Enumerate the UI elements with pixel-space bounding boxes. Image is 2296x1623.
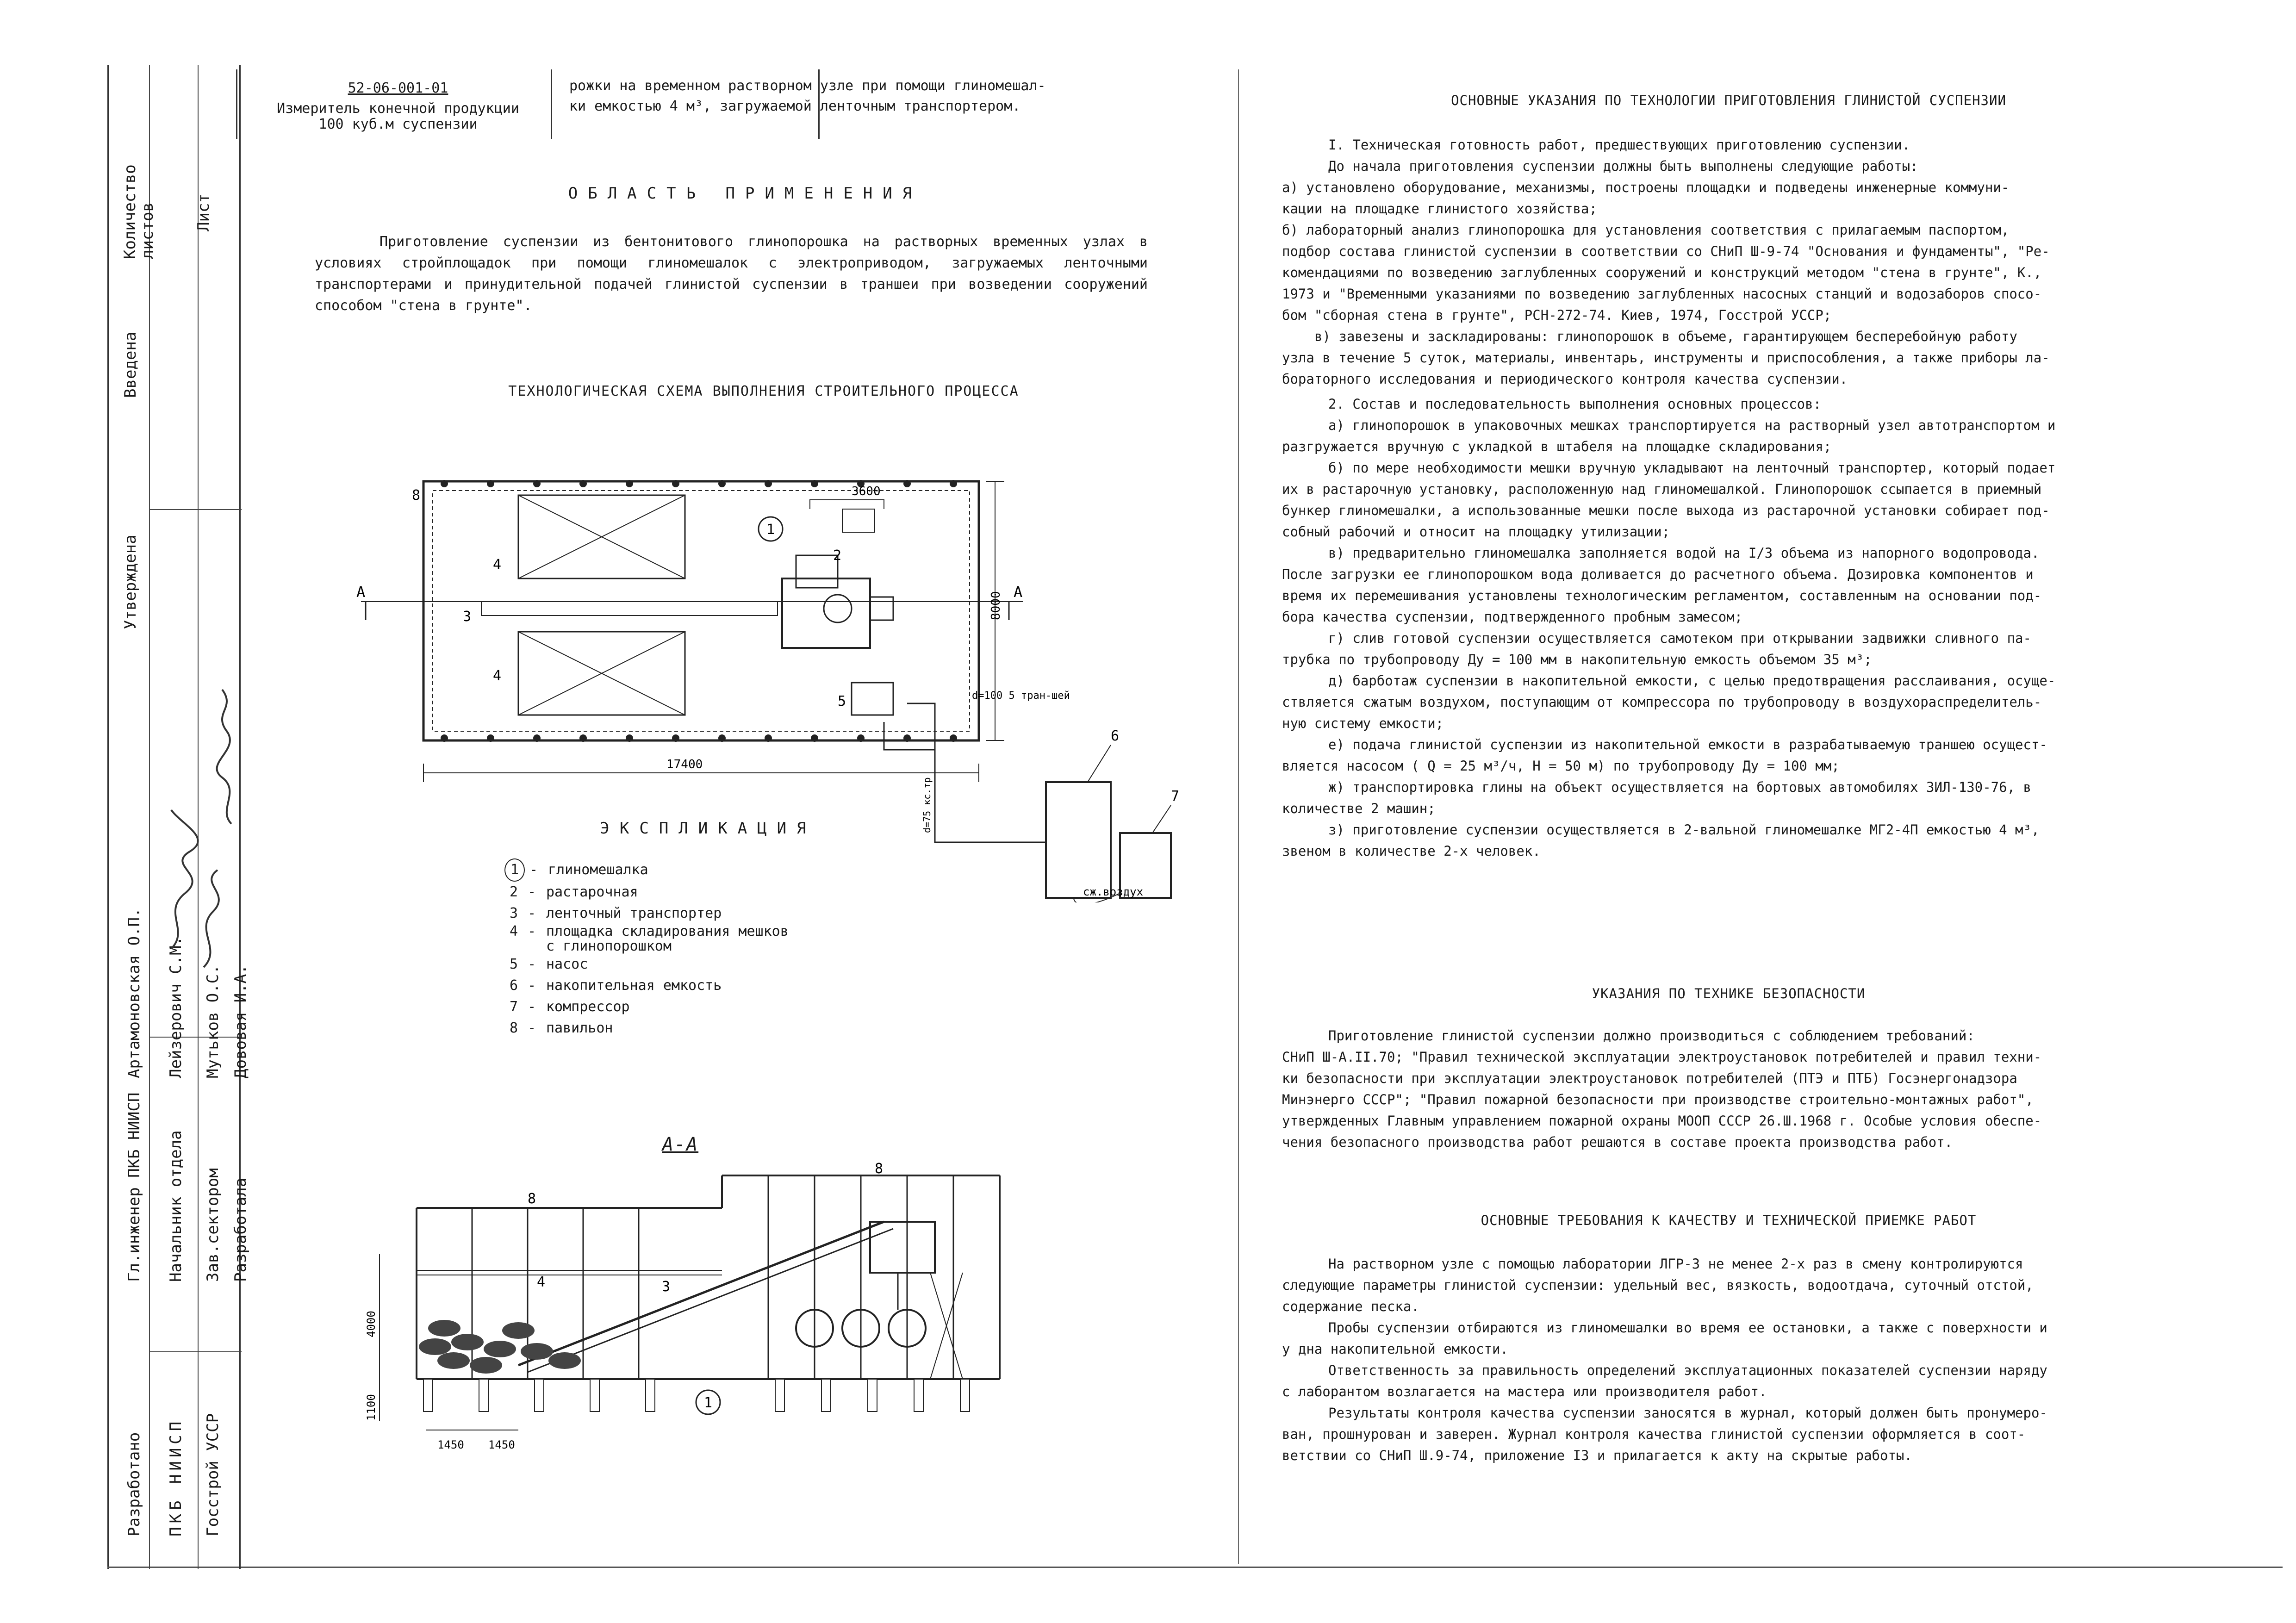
p1-line: бом "сборная стена в грунте", РСН-272-74. Киев, 1974, Госстрой УССР; <box>1282 307 1832 323</box>
p2-line: ж) транспортировка глины на объект осуществляется на бортовых автомобилях ЗИЛ-130-76, в <box>1328 779 2031 795</box>
expl-item: 1 - глиномешалка <box>500 858 916 882</box>
plan-label-4a: 4 <box>493 557 502 573</box>
p1-line: подбор состава глинистой суспензии в соответствии со СНиП Ш-9-74 "Основания и фундаменты", "Ре- <box>1282 243 2050 259</box>
right-section-3 <box>1282 1025 2189 1153</box>
p1-line: б) лабораторный анализ глинопорошка для установления соответствия с прилагаемым паспортом, <box>1282 222 2010 238</box>
scope-text: Приготовление суспензии из бентонитового глинопорошка на растворных временных узлах в условиях стройплощадок при помощи глиномешалок с электроприводом, загружаемых ленточными транспортерами и принудительной подачей глинистой суспензии в траншеи при возведении сооружений способом "стена в грунте". <box>315 234 1148 314</box>
sidebar-approved: Утверждена <box>121 535 140 629</box>
center-divider <box>1238 69 1239 1564</box>
p2-line: разгружается вручную с укладкой в штабеля на площадке складирования; <box>1282 439 1832 454</box>
plan-label-8: 8 <box>412 487 421 504</box>
stamp-code: 52-06-001-01 <box>348 80 448 96</box>
p1-line: в) завезены и заскладированы: глинопорошок в объеме, гарантирующем бесперебойную работу <box>1314 329 2017 344</box>
plan-label-7: 7 <box>1171 788 1180 804</box>
p2-line: трубка по трубопроводу Ду = 100 мм в накопительную емкость объемом 35 м³; <box>1282 652 1872 667</box>
plan-section-left: А <box>356 583 366 601</box>
p2-line: а) глинопорошок в упаковочных мешках транспортируется на растворный узел автотранспортом и <box>1328 417 2056 433</box>
sidebar-developed: Разработано <box>125 1432 143 1536</box>
expl-item: 8 - павильон <box>509 1020 613 1036</box>
sidebar-org: ПКБ НИИСП <box>167 1418 185 1536</box>
stamp-desc-line1: рожки на временном растворном узле при помощи глиномешал- <box>569 78 1046 94</box>
p1-line: бораторного исследования и периодического контроля качества суспензии. <box>1282 371 1848 387</box>
plan-pipe-label: d=100 5 тран-шей <box>972 690 1070 702</box>
p3-line: Минэнерго СССР"; "Правил пожарной безопасности при производстве строительно-монтажных работ", <box>1282 1092 2034 1107</box>
right-heading-1: ОСНОВНЫЕ УКАЗАНИЯ ПО ТЕХНОЛОГИИ ПРИГОТОВЛЕНИЯ ГЛИНИСТОЙ СУСПЕНЗИИ <box>1451 93 2006 108</box>
sidebar-sheet: Лист <box>194 193 213 231</box>
plan-air-label: сж.воздух <box>1083 885 1144 898</box>
p1-line: До начала приготовления суспензии должны быть выполнены следующие работы: <box>1328 158 1918 174</box>
p2-line: звеном в количестве 2-х человек. <box>1282 843 1541 859</box>
p4-line: с лаборантом возлагается на мастера или производителя работ. <box>1282 1384 1767 1399</box>
p1-line: узла в течение 5 суток, материалы, инвентарь, инструменты и приспособления, а также приборы ла- <box>1282 350 2050 366</box>
p4-line: Пробы суспензии отбираются из глиномешалки во время ее остановки, а также с поверхности и <box>1328 1320 2047 1336</box>
p2-line: 2. Состав и последовательность выполнения основных процессов: <box>1328 396 1822 412</box>
sidebar-dept-head: Начальник отдела <box>167 1130 185 1282</box>
p2-line: е) подача глинистой суспензии из накопительной емкости в разрабатываемую траншею осущест- <box>1328 737 2047 752</box>
plan-label-1: 1 <box>766 522 775 538</box>
signatures <box>153 671 245 995</box>
p4-line: ветствии со СНиП Ш.9-74, приложение I3 и прилагается к акту на скрытые работы. <box>1282 1448 1912 1463</box>
stamp-desc-line2: ки емкостью 4 м³, загружаемой ленточным транспортером. <box>569 98 1021 114</box>
section-label-4: 4 <box>537 1274 546 1290</box>
plan-label-2: 2 <box>833 547 842 564</box>
sidebar-sheets-count: Количество листов <box>121 164 157 259</box>
p4-line: следующие параметры глинистой суспензии: удельный вес, вязкость, водоотдача, суточный отстой, <box>1282 1277 2034 1293</box>
p3-line: чения безопасного производства работ решаются в составе проекта производства работ. <box>1282 1134 1953 1150</box>
stamp-box <box>236 69 1046 139</box>
stamp-measure-line1: Измеритель конечной продукции <box>277 100 519 117</box>
p2-line: з) приготовление суспензии осуществляется в 2-вальной глиномешалке МГ2-4П емкостью 4 м³, <box>1328 822 2040 838</box>
plan-dim-length: 17400 <box>666 758 703 771</box>
sidebar-sector-head: Зав.сектором <box>204 1168 222 1282</box>
right-heading-2: УКАЗАНИЯ ПО ТЕХНИКЕ БЕЗОПАСНОСТИ <box>1592 986 1866 1001</box>
right-heading-3: ОСНОВНЫЕ ТРЕБОВАНИЯ К КАЧЕСТВУ И ТЕХНИЧЕСКОЙ ПРИЕМКЕ РАБОТ <box>1481 1213 1977 1228</box>
p2-line: в) предварительно глиномешалка заполняется водой на I/3 объема из напорного водопровода. <box>1328 545 2040 561</box>
p4-line: Результаты контроля качества суспензии заносятся в журнал, который должен быть пронумеро- <box>1328 1405 2047 1421</box>
p4-line: у дна накопительной емкости. <box>1282 1341 1508 1357</box>
right-section-2 <box>1282 393 2189 862</box>
expl-item: 7 - компрессор <box>509 999 630 1015</box>
section-dim-4000: 4000 <box>365 1311 378 1337</box>
expl-item: 2 - растарочная <box>509 884 638 900</box>
plan-label-3: 3 <box>463 609 472 625</box>
plan-pipe2-label: d=75 кс.тр <box>921 777 933 833</box>
p4-line: На растворном узле с помощью лаборатории ЛГР-3 не менее 2-х раз в смену контролируются <box>1328 1256 2023 1272</box>
p2-line: время их перемешивания установлены технологическим регламентом, составленным на основании под- <box>1282 588 2042 603</box>
p4-line: содержание песка. <box>1282 1299 1419 1314</box>
sidebar-chief-engineer: Гл.инженер ПКБ НИИСП <box>125 1092 143 1282</box>
p2-line: г) слив готовой суспензии осуществляется самотеком при открывании задвижки сливного па- <box>1328 630 2031 646</box>
p3-line: Приготовление глинистой суспензии должно производиться с соблюдением требований: <box>1328 1028 1975 1044</box>
scheme-heading: ТЕХНОЛОГИЧЕСКАЯ СХЕМА ВЫПОЛНЕНИЯ СТРОИТЕЛЬНОГО ПРОЦЕССА <box>508 383 1019 399</box>
p1-line: 1973 и "Временными указаниями по возведению заглубленных насосных станций и водозаборов спосо- <box>1282 286 2042 302</box>
p3-line: СНиП Ш-А.II.70; "Правил технической эксплуатации электроустановок потребителей и правил техни- <box>1282 1049 2042 1065</box>
page-bottom-border <box>107 1567 2283 1568</box>
sidebar-developer: Разработала <box>231 1177 250 1282</box>
p2-line: д) барботаж суспензии в накопительной емкости, с целью предотвращения расслаивания, осуще- <box>1328 673 2056 689</box>
p1-line: комендациями по возведению заглубленных сооружений и конструкций методом "стена в грунте", К., <box>1282 265 2042 280</box>
plan-section-right: А <box>1014 583 1023 601</box>
p2-line: бора качества суспензии, подтвержденного пробным замесом; <box>1282 609 1743 625</box>
sidebar-name-2: Лейзерович С.М. <box>167 936 185 1078</box>
expl-item: 4 - площадка складирования мешков <box>509 923 789 939</box>
p2-line: собный рабочий и относит на площадку утилизации; <box>1282 524 1670 540</box>
expl-heading: ЭКСПЛИКАЦИЯ <box>600 819 816 838</box>
section-dim-1100: 1100 <box>365 1394 378 1421</box>
p4-line: ван, прошнурован и заверен. Журнал контроля качества глинистой суспензии оформляется в соот- <box>1282 1426 2026 1442</box>
sidebar-name-4: Дововая И.А. <box>231 964 250 1078</box>
sidebar-name-1: Артамоновская О.П. <box>125 908 143 1078</box>
section-label-3: 3 <box>662 1279 671 1295</box>
p2-line: ствляется сжатым воздухом, поступающим от компрессора по трубопроводу в воздухораспределитель- <box>1282 694 2042 710</box>
sidebar-introduced: Введена <box>121 331 140 398</box>
p1-line: I. Техническая готовность работ, предшествующих приготовлению суспензии. <box>1328 137 1910 153</box>
scope-heading: ОБЛАСТЬ ПРИМЕНЕНИЯ <box>568 184 922 203</box>
p1-line: а) установлено оборудование, механизмы, построены площадки и подведены инженерные коммуни- <box>1282 180 2010 195</box>
expl-item: 3 - ленточный транспортер <box>509 905 722 921</box>
section-drawing <box>352 1162 1046 1486</box>
p2-line: вляется насосом ( Q = 25 м³/ч, Н = 50 м) по трубопроводу Ду = 100 мм; <box>1282 758 1840 774</box>
stamp-measure-line2: 100 куб.м суспензии <box>318 116 478 132</box>
section-label-1: 1 <box>704 1395 713 1411</box>
section-dim-1450a: 1450 <box>437 1438 464 1451</box>
p2-line: б) по мере необходимости мешки вручную укладывают на ленточный транспортер, который подает <box>1328 460 2056 476</box>
expl-item: 5 - насос <box>509 956 588 972</box>
p1-line: кации на площадке глинистого хозяйства; <box>1282 201 1597 217</box>
p2-line: бункер глиномешалки, а использованные мешки после выхода из растарочной установки собирает под- <box>1282 503 2050 518</box>
section-label-8a: 8 <box>528 1191 536 1207</box>
section-dim-1450b: 1450 <box>488 1438 515 1451</box>
plan-label-5: 5 <box>838 693 846 709</box>
p3-line: утвержденных Главным управлением пожарной охраны МООП СССР 26.Ш.1968 г. Особые условия обеспе- <box>1282 1113 2042 1129</box>
p2-line: После загрузки ее глинопорошком вода доливается до расчетного объема. Дозировка компонентов и <box>1282 566 2034 582</box>
p2-line: их в растарочную установку, расположенную над глиномешалкой. Глинопорошок ссыпается в приемный <box>1282 481 2042 497</box>
p3-line: ки безопасности при эксплуатации электроустановок потребителей (ПТЭ и ПТБ) Госэнергонадзора <box>1282 1070 2017 1086</box>
expl-item: с глинопорошком <box>546 938 672 954</box>
plan-dim-width: 8000 <box>989 591 1003 620</box>
right-section-1 <box>1282 134 2189 390</box>
plan-label-4b: 4 <box>493 668 502 684</box>
section-heading: А-А <box>662 1134 699 1155</box>
sidebar-gosstroy: Госстрой УССР <box>204 1413 222 1536</box>
right-section-4 <box>1282 1253 2189 1466</box>
p2-line: ную систему емкости; <box>1282 715 1444 731</box>
plan-label-6: 6 <box>1111 728 1120 744</box>
expl-list <box>500 858 916 1039</box>
p4-line: Ответственность за правильность определений эксплуатационных показателей суспензии наряду <box>1328 1362 2047 1378</box>
section-label-8b: 8 <box>875 1162 884 1177</box>
expl-item: 6 - накопительная емкость <box>509 977 722 994</box>
p2-line: количестве 2 машин; <box>1282 801 1436 816</box>
sidebar-name-3: Мутьков О.С. <box>204 964 222 1078</box>
plan-dim-3600: 3600 <box>852 485 881 498</box>
